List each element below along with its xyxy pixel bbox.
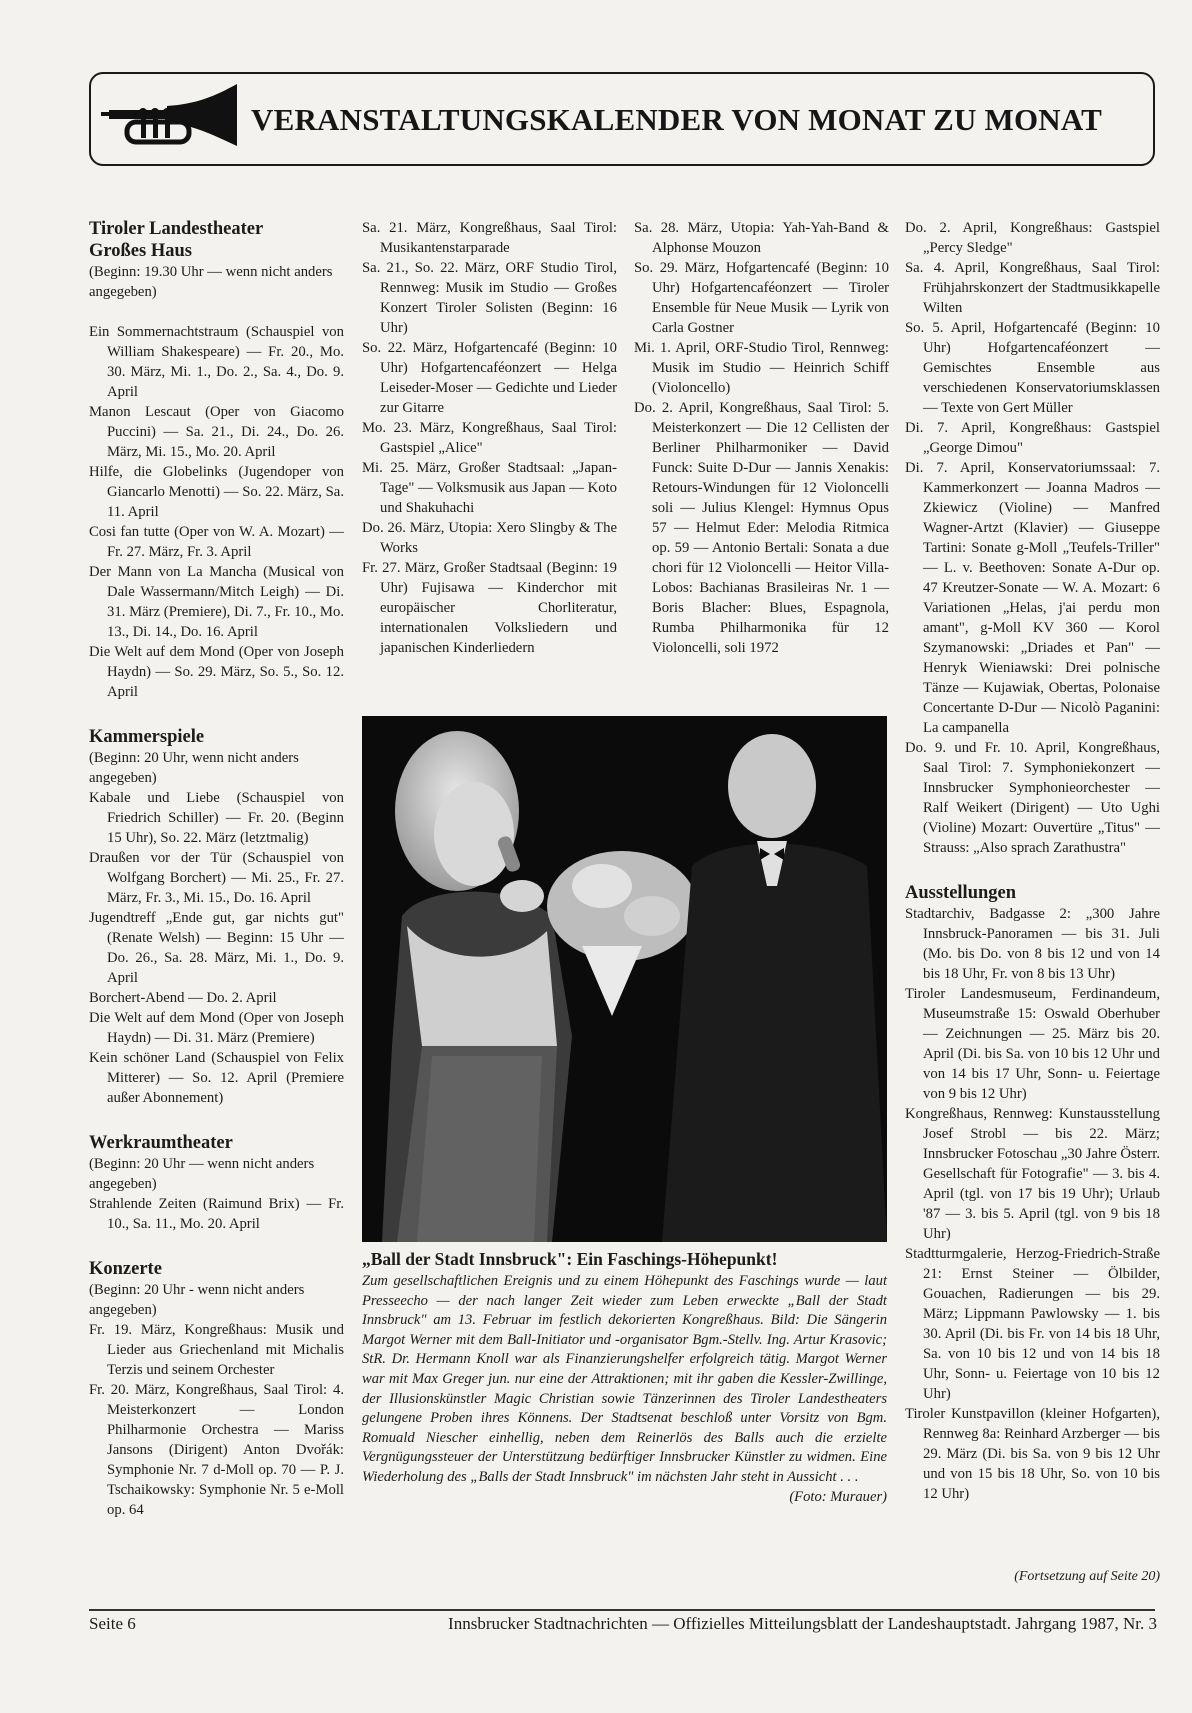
publication-line: Innsbrucker Stadtnachrichten — Offizielles Mitteilungsblatt der Landeshauptstadt. Jahrgang 1987, Nr. 3 (448, 1614, 1157, 1633)
caption-body: Zum gesellschaftlichen Ereignis und zu einem Höhepunkt des Faschings wurde — laut Presseecho — der nach langer Zeit wieder zum Leben erweckte „Ball der Stadt Innsbruck" am 13. Februar im festlich dekorierten Kongreßhaus. Bild: Die Sängerin Margot Werner mit dem Ball-Initiator und -organisator Bgm.-Stellv. Ing. Artur Krasovic; StR. Dr. Hermann Knoll war als Finanzierungshelfer erfolgreich tätig. Margot Werner war mit Max Greger jun. nur eine der Attraktionen; mit ihr gaben die Kessler-Zwillinge, der Illusionskünstler Magic Christian sowie Tänzerinnen des Tiroler Landestheaters gelungene Proben ihres Könnens. Der Stadtsenat beschloß unter Vorsitz von Bgm. Romuald Niescher einhellig, neben dem Reinerlös des Balls auch die erzielte Vergnügungssteuer der Unterstützung bedürftiger Innsbrucker Künstler zu widmen. Eine Wiederholung des „Balls der Stadt Innsbruck" im nächsten Jahr steht in Aussicht . . . (362, 1273, 887, 1485)
photo-illustration (362, 716, 887, 1242)
event-entry: So. 5. April, Hofgartencafé (Beginn: 10 Uhr) Hofgartencaféonzert — Gemischtes Ensemble aus verschiedenen Konservatoriumsklassen — Texte von Gert Müller (905, 320, 1160, 416)
exhibition-entry: Stadtturmgalerie, Herzog-Friedrich-Straße 21: Ernst Steiner — Ölbilder, Gouachen, Radierungen — bis 29. März; Lippmann Pawlowsky — 1. bis 30. April (Di. bis Fr. von 14 bis 18 Uhr, Sa. von 10 bis 12 und von 14 bis 18 Uhr, Sonn- u. Feiertage von 10 bis 12 Uhr) (905, 1246, 1160, 1402)
event-entry: Mi. 1. April, ORF-Studio Tirol, Rennweg: Musik im Studio — Heinrich Schiff (Violoncello) (634, 340, 889, 396)
event-entry: Fr. 20. März, Kongreßhaus, Saal Tirol: 4. Meisterkonzert — London Philharmonie Orchestra — Mariss Jansons (Dirigent) Anton Dvořák: Symphonie Nr. 7 d-Moll op. 70 — P. J. Tschaikowsky: Symphonie Nr. 5 e-Moll op. 64 (89, 1382, 344, 1518)
caption-title: „Ball der Stadt Innsbruck": Ein Faschings-Höhepunkt! (362, 1249, 778, 1269)
event-entry: Do. 9. und Fr. 10. April, Kongreßhaus, Saal Tirol: 7. Symphoniekonzert — Innsbrucker Symphonieorchester — Ralf Weikert (Dirigent) — Uto Ughi (Violine) Mozart: Ouvertüre „Titus" — Strauss: „Also sprach Zarathustra" (905, 740, 1160, 856)
column-3 (634, 218, 889, 658)
section-note: (Beginn: 20 Uhr — wenn nicht anders angegeben) (89, 1156, 315, 1192)
caption-text (362, 1272, 887, 1505)
event-entry: Mi. 25. März, Großer Stadtsaal: „Japan-Tage" — Volksmusik aus Japan — Koto und Shakuhachi (362, 460, 617, 516)
event-entry: Jugendtreff „Ende gut, gar nichts gut" (Renate Welsh) — Beginn: 15 Uhr — Do. 26., Sa. 28. März, Mi. 1., Do. 9. April (89, 910, 344, 986)
section-title-landestheater: Tiroler Landestheater (89, 219, 264, 239)
event-entry: Die Welt auf dem Mond (Oper von Joseph Haydn) — So. 29. März, So. 5., So. 12. April (89, 644, 344, 700)
event-entry: Mo. 23. März, Kongreßhaus, Saal Tirol: Gastspiel „Alice" (362, 420, 617, 456)
event-entry: Kein schöner Land (Schauspiel von Felix Mitterer) — So. 12. April (Premiere außer Abonnement) (89, 1050, 344, 1106)
photo-caption (362, 1248, 887, 1507)
event-entry: Ein Sommernachtstraum (Schauspiel von William Shakespeare) — Fr. 20., Mo. 30. März, Mi. 1., Do. 2., Sa. 4., Do. 9. April (89, 324, 344, 400)
event-entry: Kabale und Liebe (Schauspiel von Friedrich Schiller) — Fr. 20. (Beginn 15 Uhr), So. 22. März (letztmalig) (89, 790, 344, 846)
section-note: (Beginn: 19.30 Uhr — wenn nicht anders angegeben) (89, 264, 333, 300)
section-title-konzerte: Konzerte (89, 1259, 162, 1279)
event-entry: Draußen vor der Tür (Schauspiel von Wolfgang Borchert) — Mi. 25., Fr. 27. März, Fr. 3., Mi. 15., Do. 16. April (89, 850, 344, 906)
event-entry: Hilfe, die Globelinks (Jugendoper von Giancarlo Menotti) — So. 22. März, Sa. 11. April (89, 464, 344, 520)
event-entry: So. 29. März, Hofgartencafé (Beginn: 10 Uhr) Hofgartencaféonzert — Tiroler Ensemble für Neue Musik — Lyrik von Carla Gostner (634, 260, 889, 336)
continued-note: (Fortsetzung auf Seite 20) (1014, 1569, 1160, 1584)
event-entry: Di. 7. April, Konservatoriumssaal: 7. Kammerkonzert — Joanna Madros — Zkiewicz (Violine) — Manfred Wagner-Artzt (Klavier) — Giuseppe Tartini: Sonate g-Moll „Teufels-Triller" — L. v. Beethoven: Sonate A-Dur op. 47 Kreutzer-Sonate — W. A. Mozart: 6 Variationen „Helas, j'ai perdu mon amant", g-Moll KV 360 — Korol Szymanowski: „Driades et Pan" — Henryk Wieniawski: Drei polnische Tänze — Kujawiak, Obertas, Polonaise Concertante D-Dur — Nicolò Paganini: La campanella (905, 460, 1160, 736)
event-entry: Die Welt auf dem Mond (Oper von Joseph Haydn) — Di. 31. März (Premiere) (89, 1010, 344, 1046)
exhibition-entry: Kongreßhaus, Rennweg: Kunstausstellung Josef Strobl — bis 22. März; Innsbrucker Fotoschau „30 Jahre Österr. Gesellschaft für Fotografie" — 3. bis 4. April (tgl. von 17 bis 19 Uhr); Urlaub '87 — 3. bis 5. April (tgl. von 9 bis 18 Uhr) (905, 1106, 1160, 1242)
page-number: Seite 6 (89, 1614, 136, 1633)
event-entry: So. 22. März, Hofgartencafé (Beginn: 10 Uhr) Hofgartencaféonzert — Helga Leiseder-Moser — Gedichte und Lieder zur Gitarre (362, 340, 617, 416)
exhibition-entry: Tiroler Kunstpavillon (kleiner Hofgarten), Rennweg 8a: Reinhard Arzberger — bis 29. März (Di. bis Sa. von 9 bis 12 Uhr und von 15 bis 18 Uhr, So. von 10 bis 12 Uhr) (905, 1406, 1160, 1502)
column-4 (905, 218, 1160, 1504)
event-entry: Sa. 28. März, Utopia: Yah-Yah-Band & Alphonse Mouzon (634, 220, 889, 256)
event-entry: Do. 2. April, Kongreßhaus, Saal Tirol: 5. Meisterkonzert — Die 12 Cellisten der Berliner Philharmoniker — David Funck: Suite D-Dur — Jannis Xenakis: Retours-Windungen für 12 Violoncelli soli — Julius Klengel: Hymnus Opus 57 — Helmut Eder: Melodia Ritmica op. 59 — Antonio Bertali: Sonata a due chori für 12 Violoncelli — Heitor Villa-Lobos: Bachianas Brasileiras Nr. 1 — Boris Blacher: Blues, Espagnola, Rumba Philharmonika für 12 Violoncelli, soli 1972 (634, 400, 889, 656)
event-entry: Fr. 27. März, Großer Stadtsaal (Beginn: 19 Uhr) Fujisawa — Kinderchor mit europäischer Chorliteratur, internationalen Volksliedern und japanischen Kinderliedern (362, 560, 617, 656)
header-banner (89, 72, 1155, 166)
event-entry: Fr. 19. März, Kongreßhaus: Musik und Lieder aus Griechenland mit Michalis Terzis und seinem Orchester (89, 1322, 344, 1378)
event-entry: Strahlende Zeiten (Raimund Brix) — Fr. 10., Sa. 11., Mo. 20. April (89, 1196, 344, 1232)
event-entry: Manon Lescaut (Oper von Giacomo Puccini) — Sa. 21., Di. 24., Do. 26. März, Mi. 15., Mo. 20. April (89, 404, 344, 460)
event-entry: Cosi fan tutte (Oper von W. A. Mozart) — Fr. 27. März, Fr. 3. April (89, 524, 344, 560)
event-entry: Sa. 21. März, Kongreßhaus, Saal Tirol: Musikantenstarparade (362, 220, 617, 256)
section-title-ausstellungen: Ausstellungen (905, 883, 1017, 903)
photo-credit: (Foto: Murauer) (789, 1488, 887, 1505)
event-entry: Di. 7. April, Kongreßhaus: Gastspiel „George Dimou" (905, 420, 1160, 456)
exhibition-entry: Stadtarchiv, Badgasse 2: „300 Jahre Innsbruck-Panoramen — bis 31. Juli (Mo. bis Do. von 8 bis 12 und von 14 bis 18 Uhr, Fr. von 8 bis 13 Uhr) (905, 906, 1160, 982)
section-title-kammerspiele: Kammerspiele (89, 727, 205, 747)
page-title: VERANSTALTUNGSKALENDER VON MONAT ZU MONAT (251, 102, 1103, 137)
section-note: (Beginn: 20 Uhr - wenn nicht anders angegeben) (89, 1282, 305, 1318)
event-entry: Der Mann von La Mancha (Musical von Dale Wassermann/Mitch Leigh) — Di. 31. März (Premiere), Di. 7., Fr. 10., Mo. 13., Di. 14., Do. 16. April (89, 564, 344, 640)
ball-photo (362, 716, 887, 1242)
column-1 (89, 218, 344, 1520)
column-2 (362, 218, 617, 658)
event-entry: Do. 26. März, Utopia: Xero Slingby & The Works (362, 520, 617, 556)
footer-rule (89, 1609, 1155, 1611)
exhibition-entry: Tiroler Landesmuseum, Ferdinandeum, Museumstraße 15: Oswald Oberhuber — Zeichnungen — 25. März bis 20. April (Di. bis Sa. von 10 bis 12 Uhr und von 14 bis 17 Uhr, Sonn- u. Feiertage von 9 bis 12 Uhr) (905, 986, 1160, 1102)
section-title-werkraumtheater: Werkraumtheater (89, 1133, 233, 1153)
section-note: (Beginn: 20 Uhr, wenn nicht anders angegeben) (89, 750, 299, 786)
section-subtitle-grosses-haus: Großes Haus (89, 241, 192, 261)
event-entry: Sa. 21., So. 22. März, ORF Studio Tirol, Rennweg: Musik im Studio — Großes Konzert Tiroler Solisten (Beginn: 16 Uhr) (362, 260, 617, 336)
event-entry: Sa. 4. April, Kongreßhaus, Saal Tirol: Frühjahrskonzert der Stadtmusikkapelle Wilten (905, 260, 1160, 316)
event-entry: Do. 2. April, Kongreßhaus: Gastspiel „Percy Sledge" (905, 220, 1160, 256)
event-entry: Borchert-Abend — Do. 2. April (89, 990, 277, 1006)
trumpet-icon (97, 82, 247, 154)
